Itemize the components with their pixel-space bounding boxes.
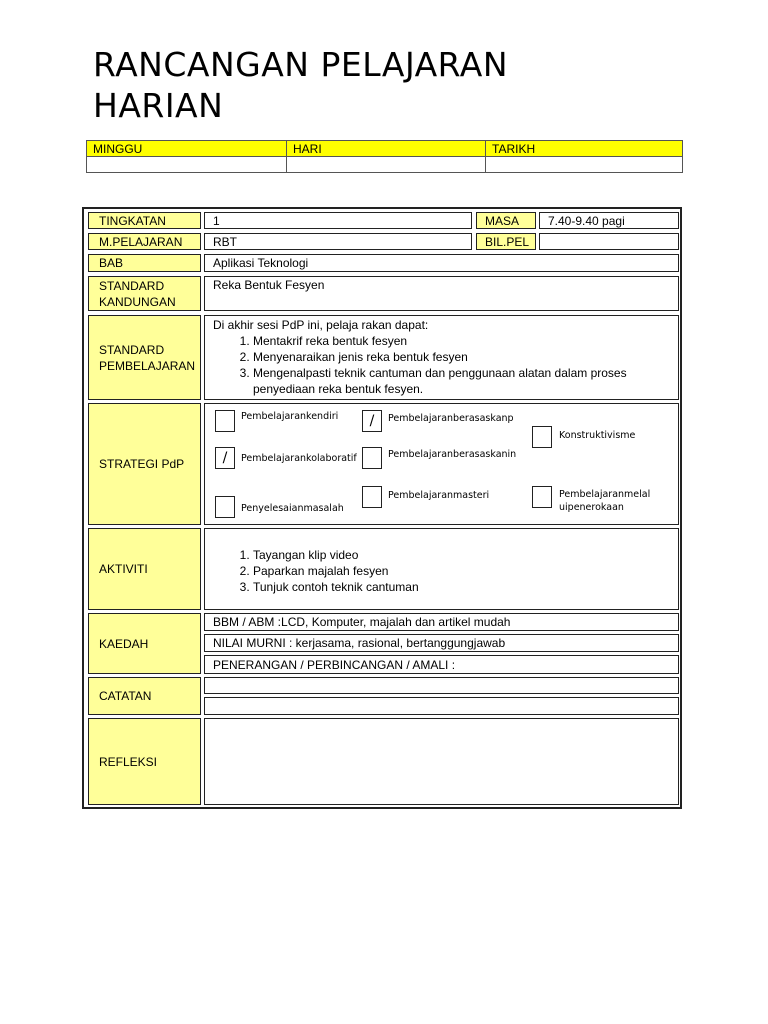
mata-pelajaran-value[interactable]: RBT [204,233,472,250]
aktiviti-list [205,547,678,595]
standard-pembelajaran-content[interactable] [204,315,679,400]
mata-pelajaran-label: M.PELAJARAN [88,233,201,250]
checkbox-pembelajaran-melalui-penerokaan[interactable] [532,486,552,508]
kaedah-label: KAEDAH [88,613,201,674]
date-header-table [86,140,683,173]
checkbox-penyelesaian-masalah[interactable] [215,496,235,518]
standard-kandungan-value[interactable]: Reka Bentuk Fesyen [204,276,679,311]
aktiviti-item: 2. Paparkan majalah fesyen [253,563,678,579]
catatan-label: CATATAN [88,677,201,715]
minggu-header: MINGGU [87,141,287,157]
page-title [93,44,653,126]
checkbox-pembelajaran-kolaboratif[interactable]: / [215,447,235,469]
minggu-value[interactable] [87,157,287,173]
standard-pembelajaran-label: STANDARD PEMBELAJARAN [88,315,201,400]
catatan-line-2[interactable] [204,697,679,715]
checkbox-pembelajaran-berasaskan-p[interactable]: / [362,410,382,432]
strategi-options [204,403,679,525]
title-line-2: HARIAN [93,86,224,125]
tarikh-value[interactable] [486,157,683,173]
label-pembelajaran-kolaboratif: Pembelajarankolaboratif [241,453,357,464]
checkbox-pembelajaran-masteri[interactable] [362,486,382,508]
bab-value[interactable]: Aplikasi Teknologi [204,254,679,272]
aktiviti-item: 3. Tunjuk contoh teknik cantuman [253,579,678,595]
kaedah-bbm[interactable]: BBM / ABM :LCD, Komputer, majalah dan artikel mudah [204,613,679,631]
kaedah-nilai-murni[interactable]: NILAI MURNI : kerjasama, rasional, bertanggungjawab [204,634,679,652]
sp-list [213,333,672,397]
label-penyelesaian-masalah: Penyelesaianmasalah [241,503,344,514]
checkbox-pembelajaran-kendiri[interactable] [215,410,235,432]
label-pembelajaran-masteri: Pembelajaranmasteri [388,490,490,501]
tarikh-header: TARIKH [486,141,683,157]
kaedah-penerangan[interactable]: PENERANGAN / PERBINCANGAN / AMALI : [204,655,679,674]
masa-label: MASA [476,212,536,229]
title-line-1: RANCANGAN PELAJARAN [93,45,509,84]
hari-header: HARI [287,141,486,157]
aktiviti-label: AKTIVITI [88,528,201,610]
checkbox-konstruktivisme[interactable] [532,426,552,448]
label-pembelajaran-kendiri: Pembelajarankendiri [241,411,339,422]
label-konstruktivisme: Konstruktivisme [559,430,636,441]
sp-item: 1. Mentakrif reka bentuk fesyen [253,333,672,349]
label-pembelajaran-melalui-penerokaan: Pembelajaranmelal uipenerokaan [559,489,651,513]
aktiviti-content[interactable] [204,528,679,610]
bil-pel-value[interactable] [539,233,679,250]
bil-pel-label: BIL.PEL [476,233,536,250]
hari-value[interactable] [287,157,486,173]
label-pembelajaran-berasaskan-in: Pembelajaranberasaskanin [388,449,517,460]
checkbox-pembelajaran-berasaskan-in[interactable] [362,447,382,469]
sp-item: 3. Mengenalpasti teknik cantuman dan penggunaan alatan dalam proses penyediaan reka bentuk fesyen. [253,365,672,397]
refleksi-content[interactable] [204,718,679,805]
tingkatan-value[interactable]: 1 [204,212,472,229]
bab-label: BAB [88,254,201,272]
aktiviti-item: 1. Tayangan klip video [253,547,678,563]
tingkatan-label: TINGKATAN [88,212,201,229]
label-pembelajaran-berasaskan-p: Pembelajaranberasaskanp [388,413,514,424]
sp-intro: Di akhir sesi PdP ini, pelaja rakan dapat: [213,318,429,332]
strategi-label: STRATEGI PdP [88,403,201,525]
standard-kandungan-label: STANDARD KANDUNGAN [88,276,201,311]
masa-value[interactable]: 7.40-9.40 pagi [539,212,679,229]
catatan-line-1[interactable] [204,677,679,694]
refleksi-label: REFLEKSI [88,718,201,805]
sp-item: 2. Menyenaraikan jenis reka bentuk fesyen [253,349,672,365]
lesson-plan-table [82,207,682,809]
